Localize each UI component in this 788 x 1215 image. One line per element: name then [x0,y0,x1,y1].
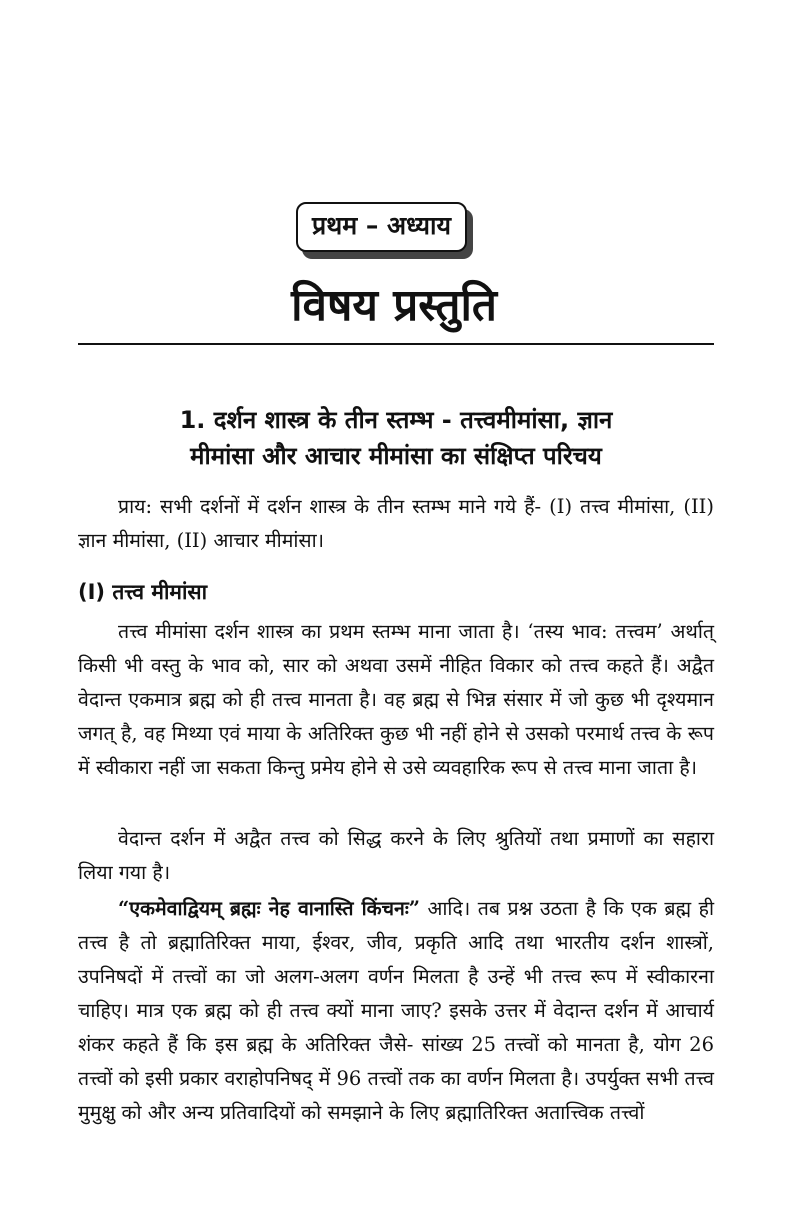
paragraph-1: तत्त्व मीमांसा दर्शन शास्त्र का प्रथम स्तम्भ माना जाता है। ‘तस्य भाव: तत्त्वम’ अर्थात् किसी भी वस्तु के भाव को, सार को अथवा उसमें नीहित विकार को तत्त्व कहते हैं। अद्वैत वेदान्त एकमात्र ब्रह्म को ही तत्त्व मानता है। वह ब्रह्म से भिन्न संसार में जो कुछ भी दृश्यमान जगत् है, वह मिथ्या एवं माया के अतिरिक्त कुछ भी नहीं होने से उसको परमार्थ तत्त्व के रूप में स्वीकारा नहीं जा सकता किन्तु प्रमेय होने से उसे व्यवहारिक रूप से तत्त्व माना जाता है। [78,620,714,779]
intro-paragraph: प्राय: सभी दर्शनों में दर्शन शास्त्र के तीन स्तम्भ माने गये हैं- (I) तत्त्व मीमांसा, (II) ज्ञान मीमांसा, (II) आचार मीमांसा। [78,495,714,552]
sanskrit-quote: “एकमेवाद्वियम् ब्रह्मः नेह वानास्ति किंचनः” [118,897,420,920]
section-heading-line-2: मीमांसा और आचार मीमांसा का संक्षिप्त परिचय [190,442,602,470]
paragraph-2: वेदान्त दर्शन में अद्वैत तत्त्व को सिद्ध करने के लिए श्रुतियों तथा प्रमाणों का सहारा लिया गया है। [78,827,714,884]
paragraph-3-text: आदि। तब प्रश्न उठता है कि एक ब्रह्म ही तत्त्व है तो ब्रह्मातिरिक्त माया, ईश्वर, जीव, प्रकृति आदि तथा भारतीय दर्शन शास्त्रों, उपनिषदों में तत्त्वों का जो अलग-अलग वर्णन मिलता है उन्हें भी तत्त्व रूप में स्वीकारना चाहिए। मात्र एक ब्रह्म को ही तत्त्व क्यों माना जाए? इसके उत्तर में वेदान्त दर्शन में आचार्य शंकर कहते हैं कि इस ब्रह्म के अतिरिक्त जैसे- सांख्य 25 तत्त्वों को मानता है, योग 26 तत्त्वों को इसी प्रकार वराहोपनिषद् में 96 तत्त्वों तक का वर्णन मिलता है। उपर्युक्त सभी तत्त्व मुमुक्षु को और अन्य प्रतिवादियों को समझाने के लिए ब्रह्मातिरिक्त अतात्त्विक तत्त्वों [78,897,714,1124]
chapter-label-box [296,202,467,252]
paragraph-3 [78,892,714,1130]
title-divider [78,343,714,345]
main-title: विषय प्रस्तुति [291,280,497,331]
chapter-label: प्रथम – अध्याय [296,202,467,252]
sub-heading: (I) तत्त्व मीमांसा [78,580,208,604]
section-heading-line-1: 1. दर्शन शास्त्र के तीन स्तम्भ - तत्त्वमीमांसा, ज्ञान [179,406,613,434]
section-heading [78,402,714,474]
